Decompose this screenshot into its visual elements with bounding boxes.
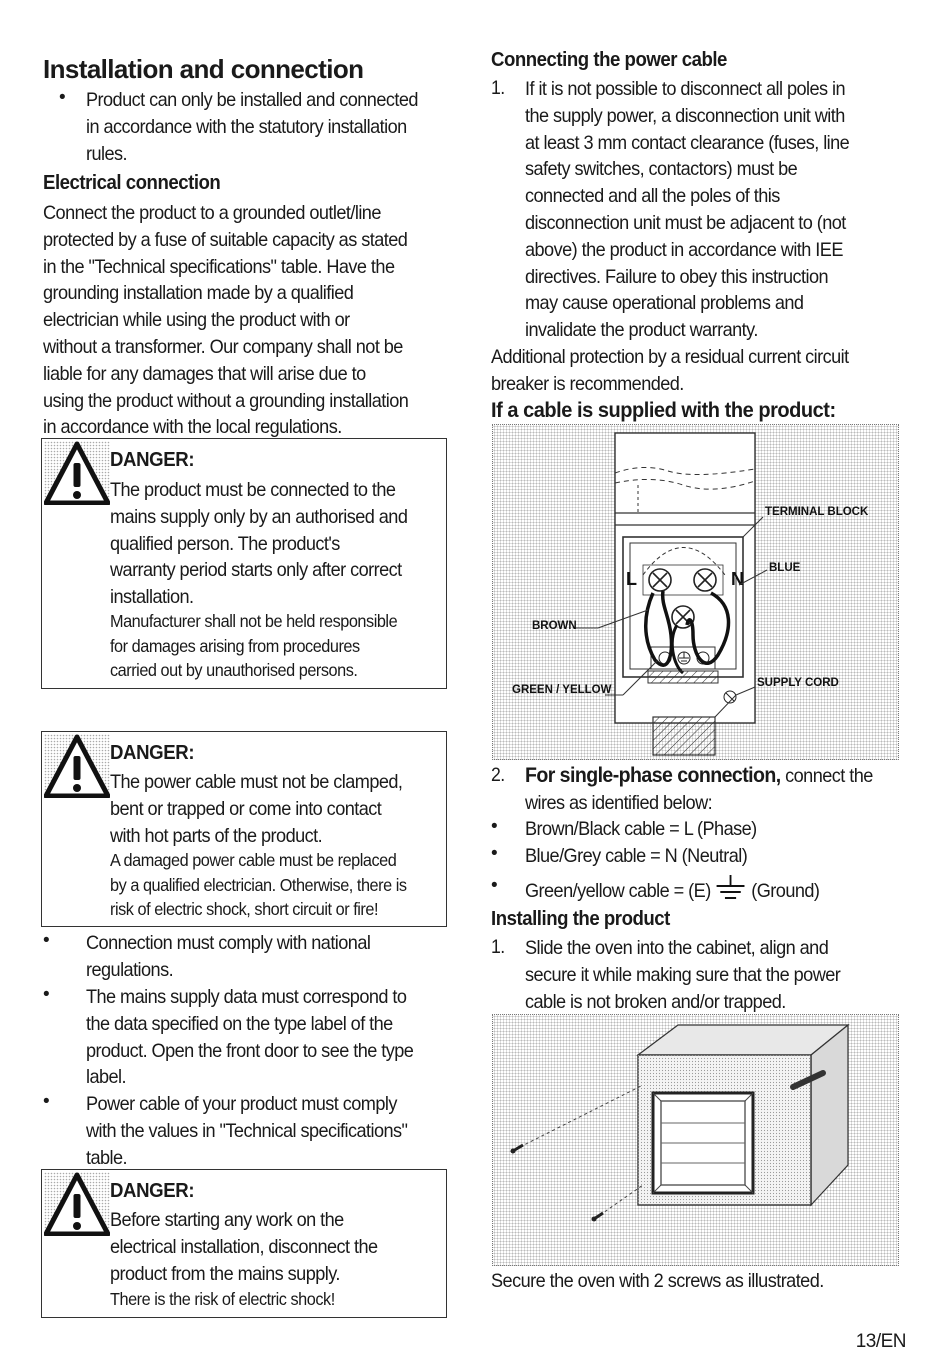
text-line: in the "Technical specifications" table. Have the — [43, 255, 395, 278]
diagram-label-n: N — [731, 569, 744, 589]
bullet-dot: • — [59, 87, 66, 108]
text-line: using the product without a grounding installation — [43, 389, 409, 412]
list-item-text — [86, 930, 449, 984]
label-green-yellow: GREEN / YELLOW — [512, 684, 612, 696]
bullet-dot: • — [491, 875, 498, 896]
text-line: the supply power, a disconnection unit with — [525, 104, 845, 127]
danger-body — [110, 769, 426, 849]
danger-title: DANGER: — [110, 449, 195, 471]
danger-title: DANGER: — [110, 1180, 195, 1202]
label-blue: BLUE — [769, 562, 801, 574]
text-line: qualified person. The product's — [110, 532, 340, 555]
text-line: safety switches, contactors) must be — [525, 158, 798, 181]
text-line: connected and all the poles of this — [525, 185, 780, 208]
text-line: mains supply only by an authorised and — [110, 505, 408, 528]
text-line: carried out by unauthorised persons. — [110, 660, 358, 680]
danger-body — [110, 477, 426, 611]
intro-text — [86, 87, 449, 167]
text-line: wires as identified below: — [525, 791, 713, 814]
secure-caption: Secure the oven with 2 screws as illustrated. — [491, 1270, 824, 1292]
danger-box-2 — [41, 731, 447, 927]
text-line: Power cable of your product must comply — [86, 1093, 397, 1115]
list-item-text — [525, 875, 869, 905]
installing-heading: Installing the product — [491, 908, 670, 930]
electrical-text — [43, 200, 452, 441]
text-line: regulations. — [86, 958, 174, 981]
cable-supplied-heading: If a cable is supplied with the product: — [491, 398, 836, 422]
page-title: Installation and connection — [43, 54, 364, 84]
list-item-text — [86, 1091, 449, 1171]
protection-text — [491, 344, 882, 398]
text-line: protected by a fuse of suitable capacity as stated — [43, 228, 408, 251]
bullet-dot: • — [491, 843, 498, 864]
step-number: 2. — [491, 765, 505, 786]
text-line: The mains supply data must correspond to — [86, 986, 407, 1008]
warning-triangle-icon — [44, 734, 110, 798]
danger-body — [110, 1207, 426, 1287]
bullet-dot: • — [43, 984, 50, 1005]
text-line: above) the product in accordance with IEE — [525, 238, 843, 261]
text-line: without a transformer. Our company shall not be — [43, 335, 403, 358]
text-line: disconnection unit must be adjacent to (not — [525, 211, 846, 234]
text-line: rules. — [86, 142, 128, 165]
step-text — [525, 76, 871, 344]
step-text — [525, 935, 875, 1015]
text-line: There is the risk of electric shock! — [110, 1289, 335, 1309]
page-number: 13/EN — [855, 1331, 906, 1352]
oven-drawing-svg — [493, 1015, 898, 1265]
text-fragment: Green/yellow cable = (E) — [525, 880, 711, 902]
list-item-text: Brown/Black cable = L (Phase) — [525, 818, 757, 840]
ground-symbol-icon — [715, 875, 747, 901]
text-fragment: (Ground) — [751, 880, 820, 902]
text-line: table. — [86, 1146, 128, 1169]
label-supply-cord: SUPPLY CORD — [757, 677, 839, 689]
bullet-dot: • — [43, 1091, 50, 1112]
bullet-dot: • — [491, 816, 498, 837]
danger-note — [110, 609, 426, 683]
danger-note — [110, 848, 426, 922]
label-brown: BROWN — [532, 620, 577, 632]
text-line: breaker is recommended. — [491, 372, 684, 395]
text-line: Manufacturer shall not be held responsible — [110, 611, 398, 631]
list-item-text: Blue/Grey cable = N (Neutral) — [525, 845, 748, 867]
text-line: invalidate the product warranty. — [525, 319, 758, 342]
step-rest-text: connect the — [780, 765, 873, 787]
text-line: directives. Failure to obey this instruction — [525, 265, 829, 288]
text-line: at least 3 mm contact clearance (fuses, line — [525, 131, 850, 154]
text-line: installation. — [110, 586, 194, 609]
text-line: A damaged power cable must be replaced — [110, 850, 397, 870]
list-item-text — [86, 984, 449, 1091]
text-line: Additional protection by a residual current circuit — [491, 346, 849, 368]
text-line: with hot parts of the product. — [110, 824, 323, 847]
label-terminal-block: TERMINAL BLOCK — [765, 506, 869, 518]
oven-install-illustration — [492, 1014, 899, 1266]
danger-box-3 — [41, 1169, 447, 1318]
text-line: bent or trapped or come into contact — [110, 797, 382, 820]
warning-triangle-icon — [44, 441, 110, 505]
text-line: the data specified on the type label of the — [86, 1012, 393, 1035]
terminal-block-diagram — [492, 424, 899, 760]
step-number: 1. — [491, 937, 505, 958]
step-text — [525, 763, 878, 817]
screw-icon — [511, 1145, 524, 1154]
text-line: product from the mains supply. — [110, 1262, 340, 1285]
text-line: If it is not possible to disconnect all poles in — [525, 78, 845, 100]
text-line: label. — [86, 1066, 127, 1089]
text-line: Slide the oven into the cabinet, align and — [525, 937, 829, 959]
text-line: with the values in "Technical specifications" — [86, 1119, 408, 1142]
screw-icon — [592, 1213, 604, 1222]
text-line: electrician while using the product with or — [43, 309, 350, 332]
text-line: in accordance with the local regulations. — [43, 416, 342, 439]
electrical-heading: Electrical connection — [43, 172, 221, 194]
text-line: cable is not broken and/or trapped. — [525, 990, 786, 1013]
text-line: product. Open the front door to see the type — [86, 1039, 414, 1062]
step-number: 1. — [491, 78, 505, 99]
warning-triangle-icon — [44, 1172, 110, 1236]
text-line: warranty period starts only after correct — [110, 559, 402, 582]
text-line: electrical installation, disconnect the — [110, 1235, 378, 1258]
text-line: The product must be connected to the — [110, 479, 396, 501]
text-line: Connect the product to a grounded outlet/line — [43, 202, 381, 224]
text-line: in accordance with the statutory installation — [86, 115, 407, 138]
text-line: Product can only be installed and connected — [86, 89, 418, 111]
bullet-dot: • — [43, 930, 50, 951]
diagram-label-l: L — [626, 569, 637, 589]
text-line — [525, 763, 878, 790]
wiring-diagram-svg — [493, 425, 898, 759]
text-line: liable for any damages that will arise due to — [43, 362, 366, 385]
text-line: by a qualified electrician. Otherwise, there is — [110, 874, 407, 895]
power-cable-heading: Connecting the power cable — [491, 49, 727, 71]
text-line: may cause operational problems and — [525, 292, 804, 315]
text-line: The power cable must not be clamped, — [110, 771, 403, 793]
step-bold-text: For single-phase connection, — [525, 764, 781, 787]
text-line: grounding installation made by a qualified — [43, 282, 354, 305]
text-line: secure it while making sure that the power — [525, 963, 841, 986]
danger-note — [110, 1287, 426, 1312]
text-line: Before starting any work on the — [110, 1209, 344, 1231]
danger-title: DANGER: — [110, 742, 195, 764]
danger-box-1 — [41, 438, 447, 689]
text-line: for damages arising from procedures — [110, 635, 360, 656]
text-line: Connection must comply with national — [86, 932, 371, 954]
text-line: risk of electric shock, short circuit or fire! — [110, 899, 379, 919]
